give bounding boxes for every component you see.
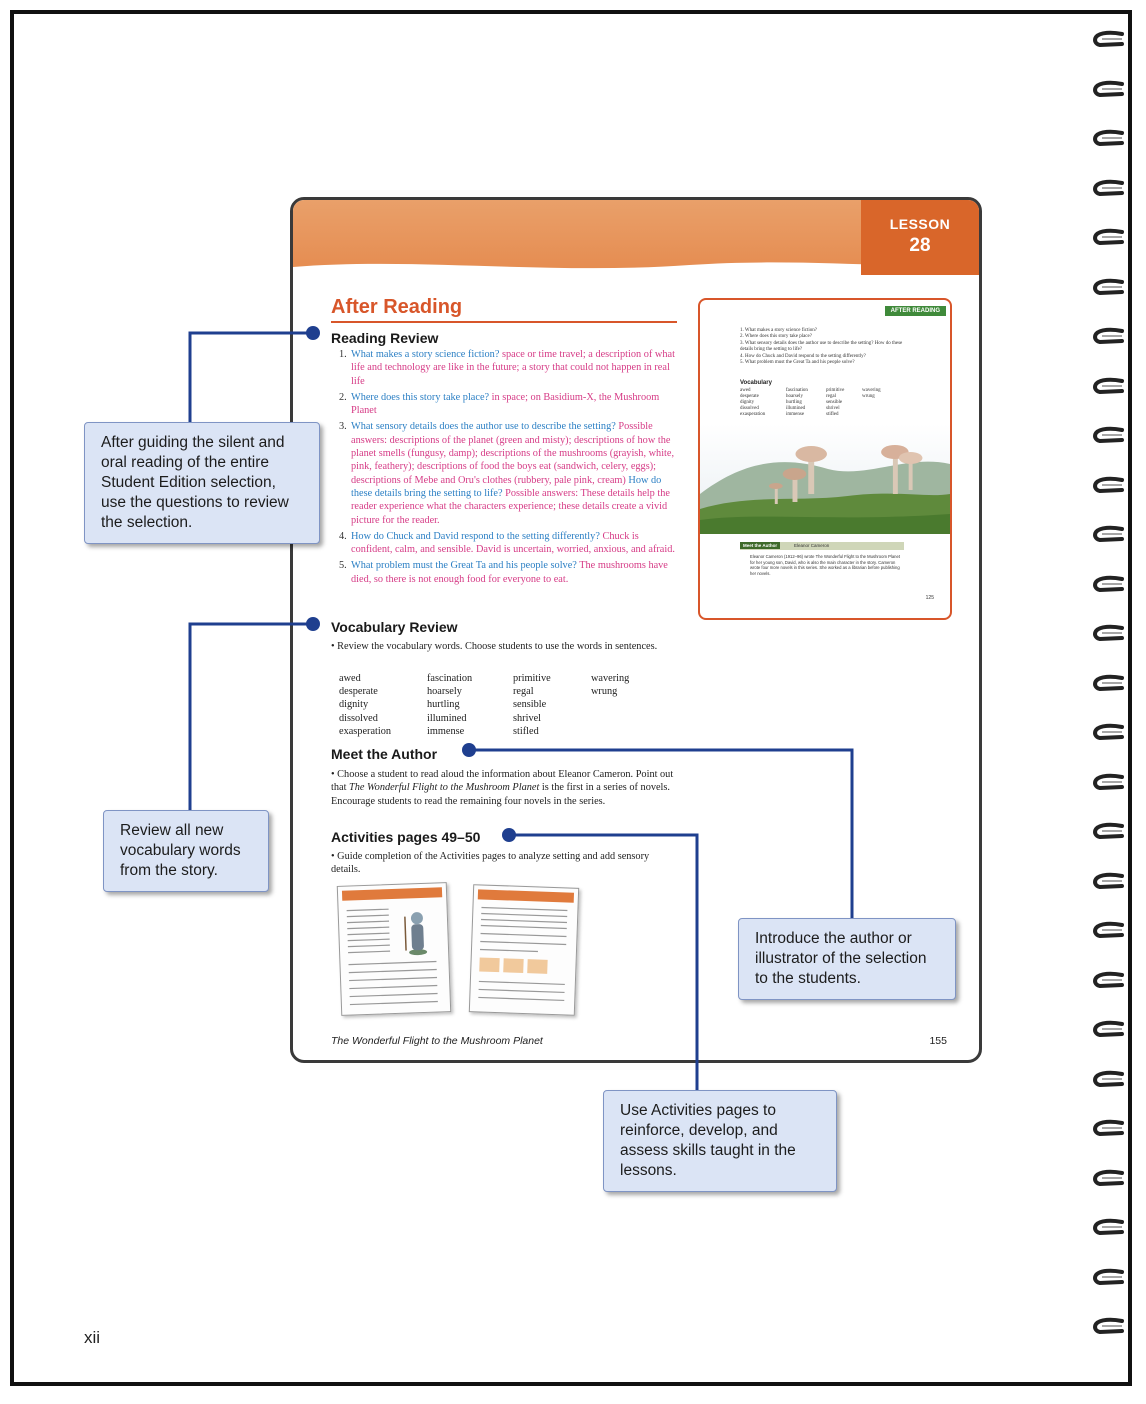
student-vocab-heading: Vocabulary — [740, 380, 772, 386]
after-reading-title: After Reading — [331, 296, 463, 318]
binding-ring-icon — [1092, 872, 1126, 892]
answer-text: The mushrooms have died, so there is not enough food for everyone to eat. — [351, 560, 668, 585]
binding-ring-icon — [1092, 30, 1126, 50]
vocabulary-intro: • Review the vocabulary words. Choose students to use the words in sentences. — [331, 641, 658, 652]
meet-the-author-heading: Meet the Author — [331, 746, 438, 762]
binding-ring-icon — [1092, 327, 1126, 347]
student-page-number: 125 — [925, 595, 934, 601]
callout-reading-review: After guiding the silent and oral reading of the entire Student Edition selection, use the questions to review the selection. — [84, 422, 320, 544]
answer-text: in space; on Basidium-X, the Mushroom Planet — [351, 391, 660, 417]
page-number: xii — [84, 1328, 101, 1347]
spiral-binding — [1092, 30, 1132, 1360]
question-item: 1. What makes a story science fiction? space or time travel; a description of what life and technology are like in the future; a story that could not happen in real life — [339, 349, 675, 387]
binding-ring-icon — [1092, 723, 1126, 743]
binding-ring-icon — [1092, 179, 1126, 199]
lesson-label: LESSON — [889, 216, 951, 232]
binding-ring-icon — [1092, 278, 1126, 298]
callout-vocabulary-review: Review all new vocabulary words from the story. — [103, 810, 269, 892]
callout-meet-author: Introduce the author or illustrator of the selection to the students. — [738, 918, 956, 1000]
lesson-badge — [861, 200, 979, 275]
vocab-column-1: awed desperate dignity dissolved exasperation — [339, 673, 392, 737]
answer-text: Chuck is confident, calm, and sensible. David is uncertain, worried, anxious, and afraid. — [351, 530, 675, 556]
mushroom-planet-illustration — [700, 424, 950, 534]
binding-ring-icon — [1092, 1070, 1126, 1090]
question-text: How do these details bring the setting to life? — [351, 474, 662, 499]
title-rule — [331, 321, 677, 323]
binding-ring-icon — [1092, 822, 1126, 842]
binding-ring-icon — [1092, 971, 1126, 991]
student-vocab-col: wavering wrung — [862, 388, 881, 399]
question-item: 3. What sensory details does the author use to describe the setting? Possible answers: descriptions of the planet (green and misty); descriptions of how the planet smells (fungusy, damp); descriptions of the mushrooms (grayish, white, pink, feathery); descriptions of food the boys eat (sandwich, celery, eggs); descriptions of Mebe and Oru's clothes (rubbery, pale pink, cream) How do these details bring the setting to life? Possible answers: These details help the reader experience what the characters experience; these details create a vivid picture for the reader. — [339, 421, 675, 526]
student-edition-page-preview — [698, 298, 952, 620]
reading-review-heading: Reading Review — [331, 330, 439, 346]
activity-page-lines-icon — [344, 901, 444, 1010]
question-text: Where does this story take place? — [351, 391, 490, 403]
footer-page-number: 155 — [929, 1035, 947, 1047]
footer-story-title: The Wonderful Flight to the Mushroom Planet — [331, 1035, 543, 1047]
binding-ring-icon — [1092, 426, 1126, 446]
question-text: What problem must the Great Ta and his people solve? — [351, 560, 577, 572]
student-meet-author-bar: Meet the Author Eleanor Cameron — [740, 542, 904, 550]
answer-text: Possible answers: descriptions of the planet (green and misty); descriptions of how the planet smells (fungusy, damp); descriptions of the mushrooms (grayish, white, pink, feathery); descriptions of food the boys eat (sandwich, celery, eggs); descriptions of Mebe and Oru's clothes (rubbery, pale pink, cream) — [351, 421, 675, 486]
answer-text: space or time travel; a description of what life and technology are like in the future; a story that could not happen in real life — [351, 349, 675, 387]
student-questions: 1. What makes a story science fiction? 2. Where does this story take place? 3. What sensory details does the author use to describe the setting? How do these details bring the setting to life? 4. How do Chuck and David respond to the setting differently? 5. What problem must the Great Ta and his people solve? — [740, 328, 903, 366]
binding-ring-icon — [1092, 476, 1126, 496]
activities-text: • Guide completion of the Activities pages to analyze setting and add sensory details. — [331, 851, 650, 876]
vocab-column-3: primitive regal sensible shrivel stifled — [513, 673, 551, 737]
activity-page-49-thumbnail — [337, 882, 451, 1016]
activities-heading: Activities pages 49–50 — [331, 829, 481, 845]
binding-ring-icon — [1092, 1317, 1126, 1337]
binding-ring-icon — [1092, 773, 1126, 793]
binding-ring-icon — [1092, 80, 1126, 100]
binding-ring-icon — [1092, 1268, 1126, 1288]
lesson-number: 28 — [909, 235, 931, 256]
binding-ring-icon — [1092, 674, 1126, 694]
question-item: 5. What problem must the Great Ta and his people solve? The mushrooms have died, so there is not enough food for everyone to eat. — [339, 560, 668, 585]
question-text: What makes a story science fiction? — [351, 349, 500, 360]
vocabulary-review-heading: Vocabulary Review — [331, 619, 458, 635]
binding-ring-icon — [1092, 129, 1126, 149]
binding-ring-icon — [1092, 228, 1126, 248]
student-vocab-col: primitive regal sensible shrivel stifled — [826, 388, 845, 417]
binding-ring-icon — [1092, 1119, 1126, 1139]
student-meet-author-text: Eleanor Cameron (1912–96) wrote The Wonderful Flight to the Mushroom Planet for her young son, David, who is also the main character in the story. Cameron wrote four more novels in this series. She worked as a librarian before publishing her novels. — [750, 554, 900, 576]
vocab-column-2: fascination hoarsely hurtling illumined immense — [427, 673, 473, 737]
binding-ring-icon — [1092, 921, 1126, 941]
activity-page-lines-icon — [476, 903, 572, 1010]
callout-activities: Use Activities pages to reinforce, develop, and assess skills taught in the lessons. — [603, 1090, 837, 1192]
book-title: The Wonderful Flight to the Mushroom Planet — [349, 782, 540, 794]
lesson-header-band — [293, 200, 979, 278]
binding-ring-icon — [1092, 1218, 1126, 1238]
reading-review-questions — [339, 348, 675, 589]
binding-ring-icon — [1092, 377, 1126, 397]
binding-ring-icon — [1092, 525, 1126, 545]
question-text: What sensory details does the author use to describe the setting? — [351, 421, 616, 433]
binding-ring-icon — [1092, 1169, 1126, 1189]
vocab-column-4: wavering wrung — [591, 673, 630, 698]
question-item: 4. How do Chuck and David respond to the setting differently? Chuck is confident, calm, and sensible. David is uncertain, worried, anxious, and afraid. — [339, 530, 675, 556]
after-reading-badge: AFTER READING — [885, 306, 946, 316]
student-vocab-col: fascination hoarsely hurtling illumined immense — [786, 388, 808, 417]
binding-ring-icon — [1092, 575, 1126, 595]
meet-the-author-text: • Choose a student to read aloud the information about Eleanor Cameron. Point out that The Wonderful Flight to the Mushroom Planet is the first in a series of novels. Encourage students to read the remaining four novels in the series. — [331, 769, 674, 807]
binding-ring-icon — [1092, 624, 1126, 644]
question-item: 2. Where does this story take place? in space; on Basidium-X, the Mushroom Planet — [339, 391, 660, 417]
student-vocab-col: awed desperate dignity dissolved exasperation — [740, 388, 766, 417]
activity-page-50-thumbnail — [469, 884, 579, 1016]
binding-ring-icon — [1092, 1020, 1126, 1040]
question-text: How do Chuck and David respond to the setting differently? — [351, 530, 600, 542]
answer-text: Possible answers: These details help the reader experience what the characters experience; these details create a vivid picture for the reader. — [351, 487, 670, 526]
